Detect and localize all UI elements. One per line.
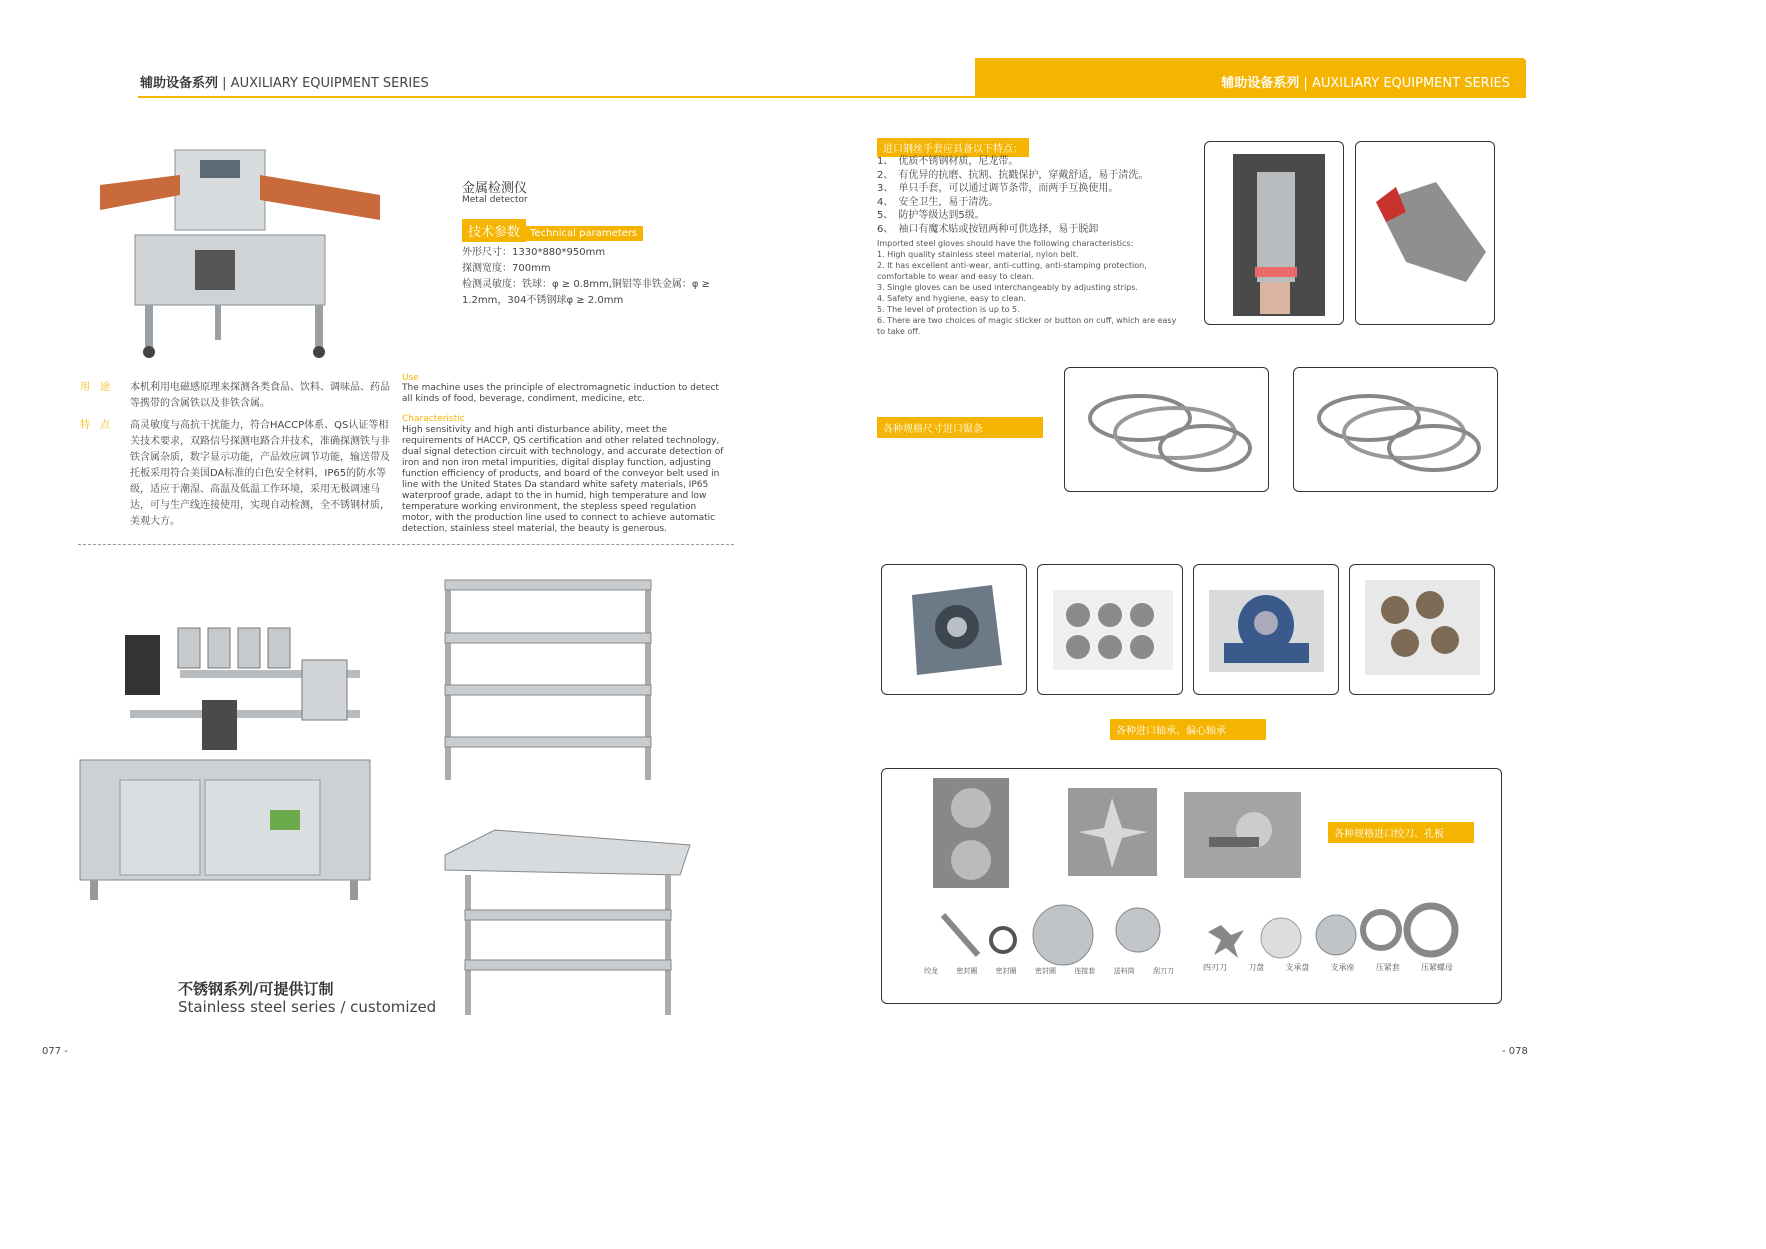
use-en-label: Use: [402, 373, 419, 383]
use-en-text: The machine uses the principle of electromagnetic induction to detect all kinds of food, beverage, condiment, medicine, etc.: [402, 383, 719, 404]
part-label: 支承盘: [1285, 963, 1310, 972]
gloves-feature-cn: 2、 有优异的抗磨、抗割、抗戳保护，穿戴舒适，易于清洗。: [877, 169, 1149, 181]
header-left-cn: 辅助设备系列: [140, 76, 219, 91]
gloves-feature-en: 4. Safety and hygiene, easy to clean.: [877, 294, 1026, 303]
stainless-title-cn: 不锈钢系列/可提供订制: [178, 980, 334, 998]
gloves-feature-cn: 5、 防护等级达到5级。: [877, 210, 985, 221]
bearing-frame-4: [1349, 564, 1495, 695]
right-page-header: [1221, 72, 1510, 91]
pillow-block-bearing-image: [1194, 565, 1338, 694]
saw-blade-image: [1294, 368, 1497, 491]
param-line: 检测灵敏度：铁球：φ ≥ 0.8mm,铜铝等非铁金属：φ ≥: [462, 279, 711, 290]
bearing-frame-1: [881, 564, 1027, 695]
feature-en-label: Characteristic: [402, 414, 465, 424]
header-right-en: AUXILIARY EQUIPMENT SERIES: [1311, 76, 1510, 91]
gloves-feature-en: 3. Single gloves can be used interchangeably by adjusting strips.: [877, 283, 1138, 292]
grinder-parts-right-labels: [1203, 962, 1453, 973]
bearings-tag-label: 各种进口轴承、偏心轴承: [1110, 719, 1266, 740]
gloves-feature-cn: 4、 安全卫生，易于清洗。: [877, 196, 999, 208]
bearing-frame-2: [1037, 564, 1183, 695]
part-label: 支承座: [1330, 963, 1355, 972]
gloves-feature-cn: 1、 优质不锈钢材质，尼龙带。: [877, 156, 1019, 167]
cross-knife-image: [1068, 788, 1157, 876]
gloves-feature-en: 1. High quality stainless steel material, nylon belt.: [877, 250, 1079, 259]
gloves-feature-cn: 6、 袖口有魔术贴或按钮两种可供选择，易于脱卸: [877, 223, 1099, 235]
hole-plate-image: [933, 778, 1009, 888]
tapered-bearings-image: [1038, 565, 1182, 694]
param-line: 外形尺寸：1330*880*950mm: [462, 247, 606, 258]
gloves-intro-en: Imported steel gloves should have the following characteristics:: [877, 239, 1134, 248]
feature-en-text: High sensitivity and high anti disturbance ability, meet the requirements of HACCP, QS certification and other related technology, dual signal detection circuit with technology, and accurate detection of iron and non iron metal impurities, digital display function, adjusting function efficiency of products, and board of the conveyor belt used in line with the United States Da standard white safety materials, IP65 waterproof grade, adapt to the in humid, high temperature and low temperature working environment, the stepless speed regulation motor, with the production line used to connect to achieve automatic detection, stainless steel material, the beauty is generous.: [402, 425, 724, 534]
page-number-left: 077 -: [42, 1046, 68, 1057]
stainless-worktable-image: [435, 825, 695, 1025]
stainless-bar-counter-image: [70, 610, 400, 910]
params-tag-en: Technical parameters: [524, 226, 643, 241]
saw-blades-tag-label: 各种规格尺寸进口锯条: [877, 417, 1043, 438]
part-label: 压紧螺母: [1420, 963, 1453, 972]
gloves-feature-en: 6. There are two choices of magic sticker or button on cuff, which are easy to take off.: [877, 316, 1177, 336]
knives-tag-label: 各种规格进口绞刀、孔板: [1328, 822, 1474, 843]
grinder-parts-image: [1184, 792, 1301, 878]
steel-glove-image: [1205, 142, 1343, 324]
section-divider: [78, 544, 734, 545]
part-label: 密封圈: [995, 967, 1017, 975]
header-left-en: AUXILIARY EQUIPMENT SERIES: [230, 76, 429, 91]
saw-blade-image: [1065, 368, 1268, 491]
gloves-feature-en: 5. The level of protection is up to 5.: [877, 305, 1020, 314]
part-label: 送料筒: [1113, 967, 1135, 975]
grinder-parts-left-labels: [924, 966, 1174, 976]
saw-blades-tag: [877, 417, 1043, 438]
gloves-features-en: [877, 238, 1182, 337]
metal-detector-image: [95, 140, 385, 360]
param-line: 1.2mm，304不锈钢球φ ≥ 2.0mm: [462, 295, 624, 306]
glove-photo-frame-2: [1355, 141, 1495, 325]
feature-label: 特 点: [80, 420, 110, 431]
page-number-right: - 078: [1502, 1046, 1528, 1057]
stainless-shelf-image: [440, 575, 660, 785]
ball-bearings-image: [1350, 565, 1494, 694]
part-label: 刀盘: [1248, 963, 1265, 972]
steel-glove-red-cuff-image: [1356, 142, 1494, 324]
gloves-tag-label: 进口钢丝手套应具备以下特点：: [877, 138, 1029, 157]
left-page-header: [140, 72, 429, 91]
stainless-title-en: Stainless steel series / customized: [178, 998, 437, 1016]
part-label: 压紧套: [1375, 963, 1400, 972]
saw-blade-frame-2: [1293, 367, 1498, 492]
param-line: 探测宽度：700mm: [462, 263, 551, 274]
bearings-tag: [1110, 719, 1266, 740]
knives-tag: [1328, 822, 1474, 843]
gloves-feature-cn: 3、 单只手套，可以通过调节条带，而两手互换使用。: [877, 183, 1119, 194]
gloves-features-cn: [877, 155, 1177, 236]
gloves-tag: [877, 137, 1029, 157]
glove-photo-frame-1: [1204, 141, 1344, 325]
part-label: 密封圈: [956, 967, 978, 975]
header-right-sep: |: [1299, 76, 1312, 91]
use-label: 用 途: [80, 382, 110, 393]
metal-detector-title-cn: 金属检测仪: [462, 181, 528, 196]
bearing-frame-3: [1193, 564, 1339, 695]
part-label: 刮刀刀: [1152, 967, 1174, 975]
feature-cn-text: 高灵敏度与高抗干扰能力，符合HACCP体系、QS认证等相关技术要求，双路信号探测电路合并技术，准确探测铁与非铁含属杂质，数字显示功能，产品效应调节功能，输送带及托板采用符合美国DA标准的白色安全材料，IP65的防水等级，适应于潮湿、高温及低温工作环境，采用无极调速马达，可与生产线连接使用，实现自动检测，全不锈钢材质，美观大方。: [130, 420, 390, 527]
part-label: 四刃刀: [1203, 963, 1227, 972]
technical-parameters-tag: [462, 219, 643, 242]
part-label: 绞龙: [924, 967, 938, 975]
part-label: 连接套: [1074, 967, 1096, 975]
metal-detector-title-en: Metal detector: [462, 195, 528, 205]
use-cn-text: 本机利用电磁感原理来探测各类食品、饮料、调味品、药品等携带的含属铁以及非铁含属。: [130, 382, 390, 409]
header-right-cn: 辅助设备系列: [1221, 76, 1300, 91]
params-tag-cn: 技术参数: [462, 219, 526, 242]
part-label: 密封圈: [1034, 967, 1056, 975]
gloves-feature-en: 2. It has excellent anti-wear, anti-cutting, anti-stamping protection, comfortable to wear and easy to clean.: [877, 261, 1147, 281]
flange-bearing-image: [882, 565, 1026, 694]
technical-params-list: [462, 245, 732, 309]
header-left-sep: |: [218, 76, 231, 91]
saw-blade-frame-1: [1064, 367, 1269, 492]
